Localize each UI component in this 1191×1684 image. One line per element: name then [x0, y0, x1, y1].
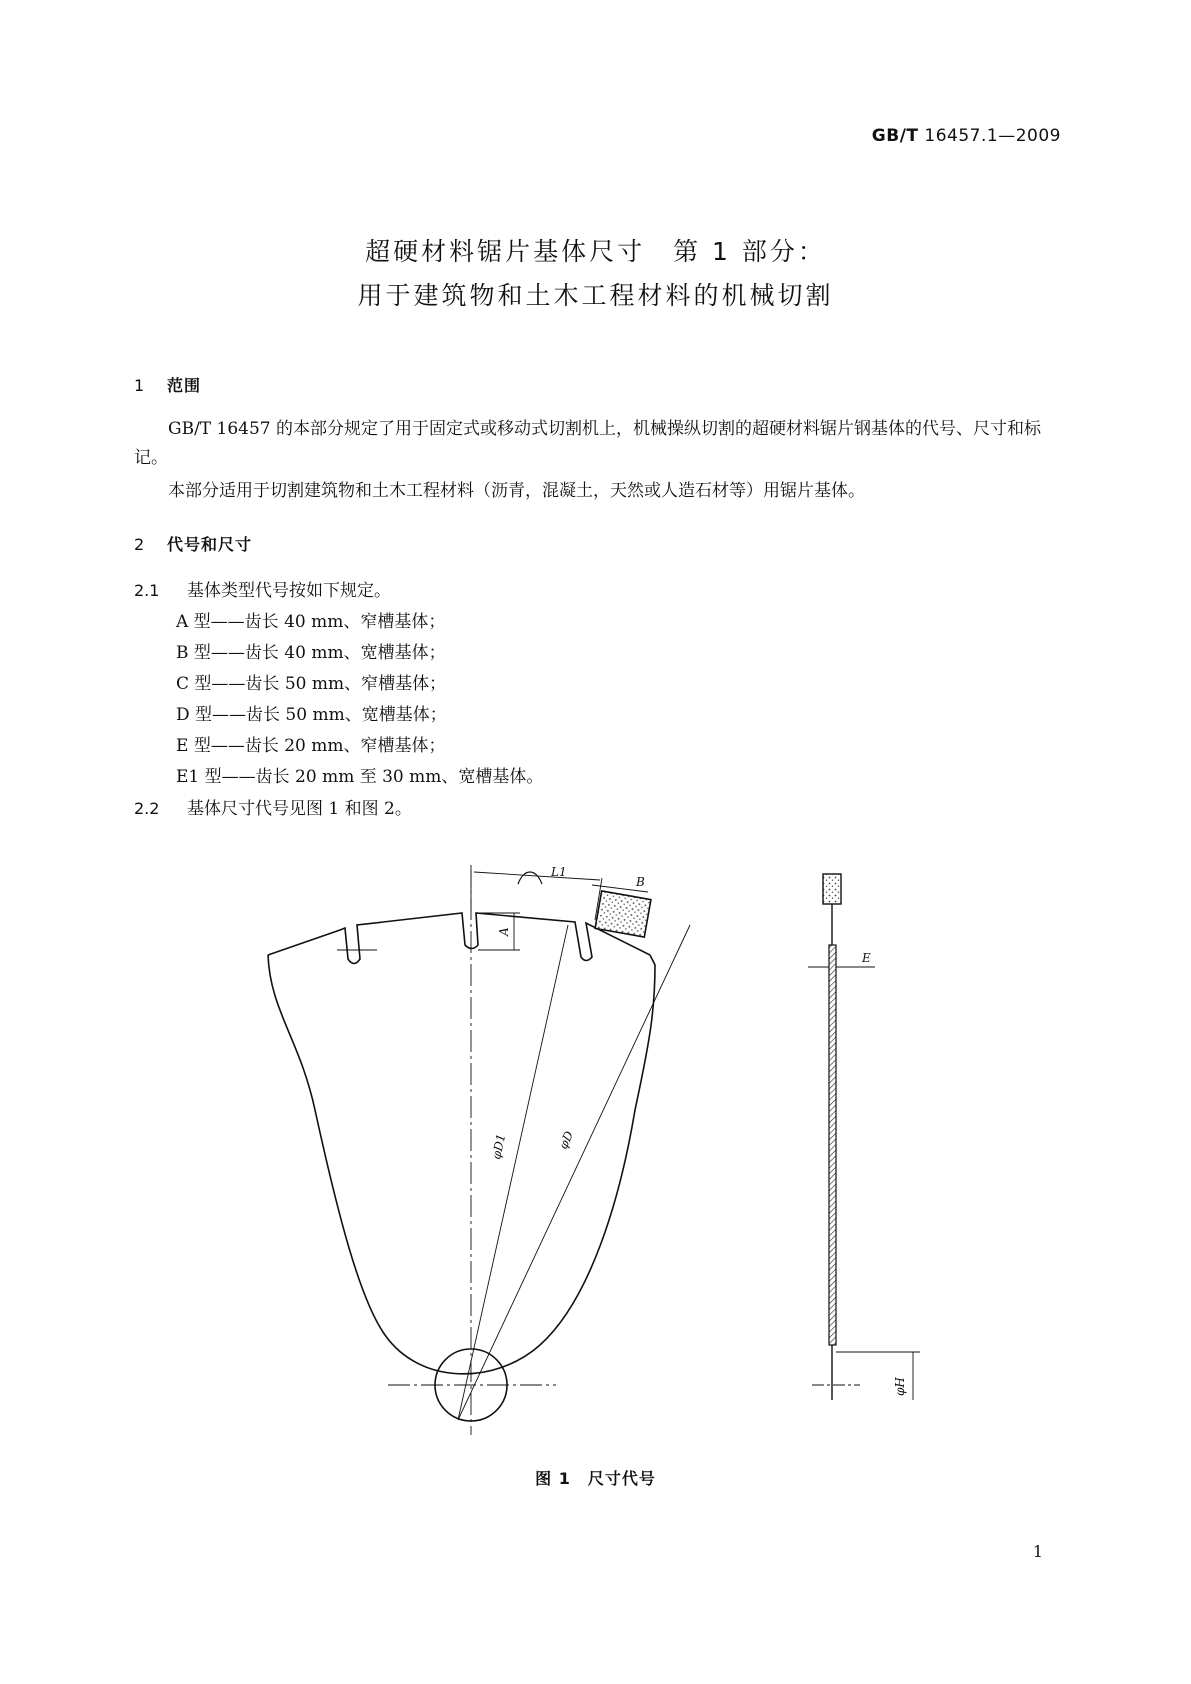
rotation-arrow-icon [518, 872, 542, 884]
document-title-line-2: 用于建筑物和土木工程材料的机械切割 [357, 281, 834, 310]
type-item-e1: E1 型——齿长 20 mm 至 30 mm、宽槽基体。 [176, 767, 544, 787]
diameter-d-line [458, 925, 690, 1420]
dimension-figure [0, 840, 1191, 1460]
type-item-a: A 型——齿长 40 mm、窄槽基体； [176, 612, 446, 632]
clause-2-1 [134, 576, 391, 601]
clause-2-2 [134, 794, 412, 819]
side-segment [823, 874, 841, 904]
section-1-paragraph-2: 本部分适用于切割建筑物和土木工程材料（沥青，混凝土，天然或人造石材等）用锯片基体。 [168, 481, 865, 501]
type-item-d: D 型——齿长 50 mm、宽槽基体； [176, 705, 447, 725]
clause-2-2-number: 2.2 [134, 799, 160, 818]
page-number: 1 [1032, 1542, 1043, 1561]
type-item-e: E 型——齿长 20 mm、窄槽基体； [176, 736, 446, 756]
standard-number: 16457.1—2009 [924, 126, 1061, 146]
document-title-line-1: 超硬材料锯片基体尺寸 第 1 部分： [365, 237, 826, 266]
label-d: φD [556, 1129, 577, 1152]
figure-caption: 图 1 尺寸代号 [535, 1469, 656, 1488]
diameter-d1-line [458, 925, 568, 1420]
standard-prefix: GB/T [871, 126, 919, 146]
label-h: φH [893, 1377, 907, 1396]
label-a: A [497, 927, 511, 936]
clause-2-1-number: 2.1 [134, 581, 160, 600]
clause-2-2-text: 基体尺寸代号见图 1 和图 2。 [187, 799, 412, 819]
label-d1: φD1 [489, 1132, 509, 1161]
section-1-paragraph-1: GB/T 16457 的本部分规定了用于固定式或移动式切割机上，机械操纵切割的超硬材料锯片钢基体的代号、尺寸和标记。 [134, 419, 1042, 468]
standard-code [872, 126, 1061, 146]
clause-2-1-text: 基体类型代号按如下规定。 [187, 581, 391, 601]
label-e: E [862, 951, 871, 965]
section-2-title: 代号和尺寸 [167, 535, 253, 554]
section-2-heading [134, 532, 252, 555]
blade-outline [268, 955, 655, 1374]
blade-rim [268, 913, 650, 964]
type-item-c: C 型——齿长 50 mm、窄槽基体； [176, 674, 447, 694]
side-body [829, 945, 836, 1345]
section-1-number: 1 [134, 376, 146, 395]
label-b: B [636, 875, 645, 889]
section-2-number: 2 [134, 535, 146, 554]
section-1-heading [134, 373, 201, 396]
section-1-title: 范围 [167, 376, 202, 395]
label-l1: L1 [551, 865, 567, 879]
type-item-b: B 型——齿长 40 mm、宽槽基体； [176, 643, 446, 663]
segment-tooth [595, 891, 651, 937]
